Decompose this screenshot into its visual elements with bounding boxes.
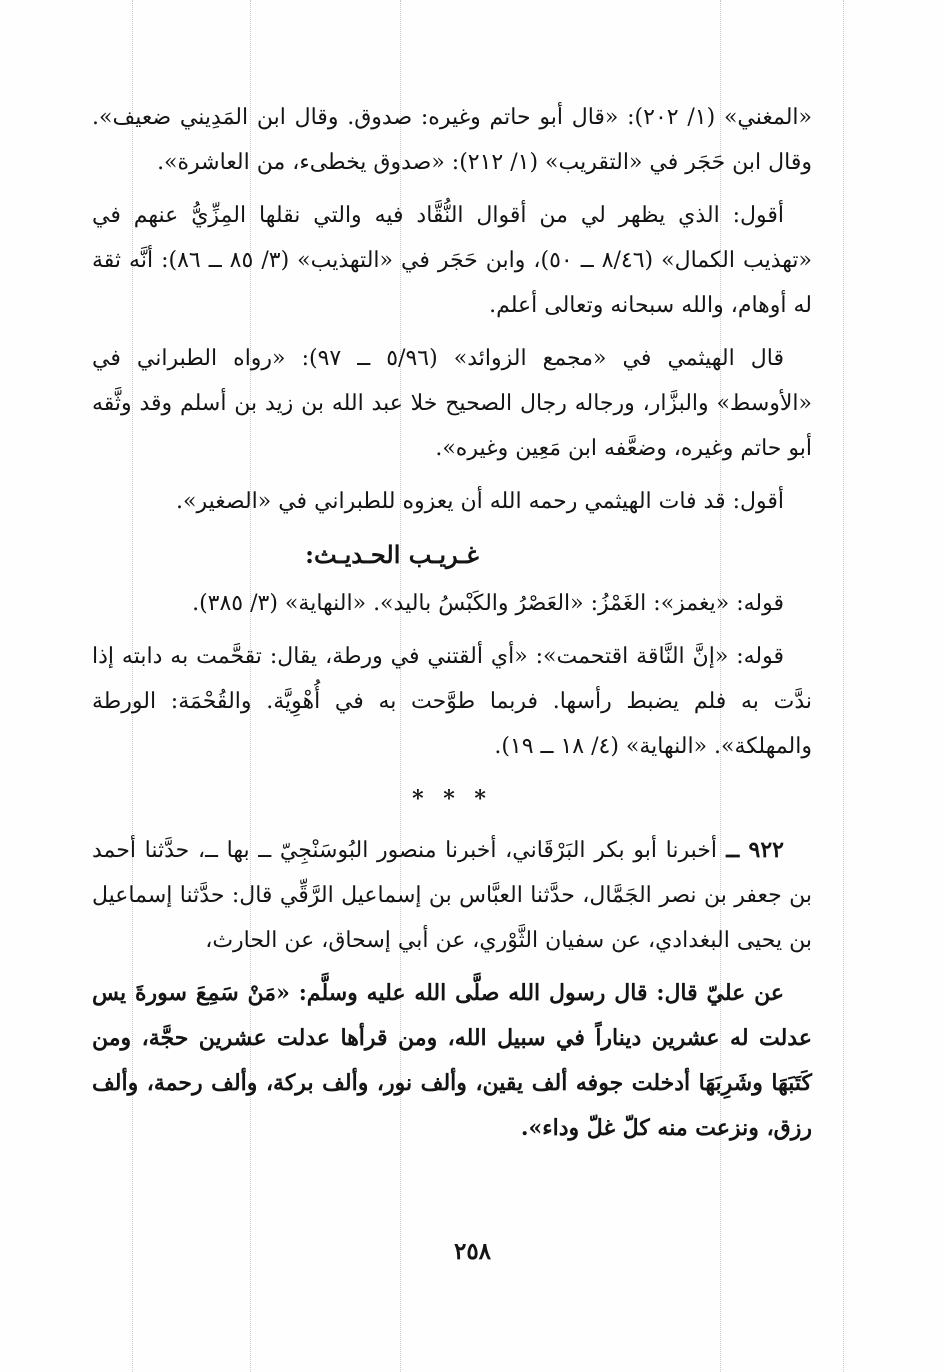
paragraph-aqulu-1: أقول: الذي يظهر لي من أقوال النُّقَّاد فيه والتي نقلها المِزِّيُّ عنهم في «تهذيب الكمال» (٨/٤٦ ــ ٥٠)، وابن حَجَر في «التهذيب» (٣/ ٨٥ ــ ٨٦): أنَّه ثقة له أوهام، والله سبحانه وتعالى أعلم.	[92, 203, 812, 318]
paragraph-mughni: «المغني» (١/ ٢٠٢): «قال أبو حاتم وغيره: صدوق. وقال ابن المَدِيني ضعيف». وقال ابن حَجَر في «التقريب» (١/ ٢١٢): «صدوق يخطىء، من العاشرة».	[92, 105, 813, 175]
paragraph-gharib-2: قوله: «إنَّ النَّاقة اقتحمت»: «أي ألقتني في ورطة، يقال: تقحَّمت به دابته إذا ندَّت به فلم يضبط رأسها. فربما طوَّحت به في أُهْوِيَّة. والقُحْمَة: الورطة والمهلكة». «النهاية» (٤/ ١٨ ــ ١٩).	[92, 644, 812, 759]
page-number: ٢٥٨	[453, 1238, 492, 1265]
hadith-matn: عن عليّ قال: قال رسول الله صلَّى الله عليه وسلَّم: «مَنْ سَمِعَ سورةَ يس عدلت له عشرين ديناراً في سبيل الله، ومن قرأها عدلت عشرين حجَّة، ومن كَتَبَهَا وشَرِبَهَا أدخلت جوفه ألف يقين، وألف نور، وألف بركة، وألف رحمة، وألف رزق، ونزعت منه كلّ غلّ وداء».	[92, 980, 812, 1141]
hadith-isnad: ٩٢٢ ــ أخبرنا أبو بكر البَرْقَاني، أخبرنا منصور البُوسَنْجِيّ ــ بها ــ، حدَّثنا أحمد بن جعفر بن نصر الجَمَّال، حدَّثنا العبَّاس بن إسماعيل الرَّقِّي قال: حدَّثنا إسماعيل بن يحيى البغدادي، عن سفيان الثَّوْري، عن أبي إسحاق، عن الحارث،	[92, 837, 812, 953]
hadith-number: ٩٢٢ ــ	[716, 837, 784, 863]
margin-guide-line	[843, 0, 844, 1372]
separator-stars: * * *	[412, 786, 492, 812]
paragraph-aqulu-2: أقول: قد فات الهيثمي رحمه الله أن يعزوه للطبراني في «الصغير».	[176, 489, 784, 514]
main-text	[92, 95, 812, 1159]
paragraph-haythami: قال الهيثمي في «مجمع الزوائد» (٥/٩٦ ــ ٩٧): «رواه الطبراني في «الأوسط» والبزَّار، ورجاله رجال الصحيح خلا عبد الله بن زيد بن أسلم وقد وثَّقه أبو حاتم وغيره، وضعَّفه ابن مَعِين وغيره».	[92, 346, 812, 461]
section-heading: غـريـب الحـديـث:	[305, 540, 479, 569]
paragraph-gharib-1: قوله: «يغمز»: الغَمْزُ: «العَصْرُ والكَبْسُ باليد». «النهاية» (٣/ ٣٨٥).	[192, 591, 784, 616]
